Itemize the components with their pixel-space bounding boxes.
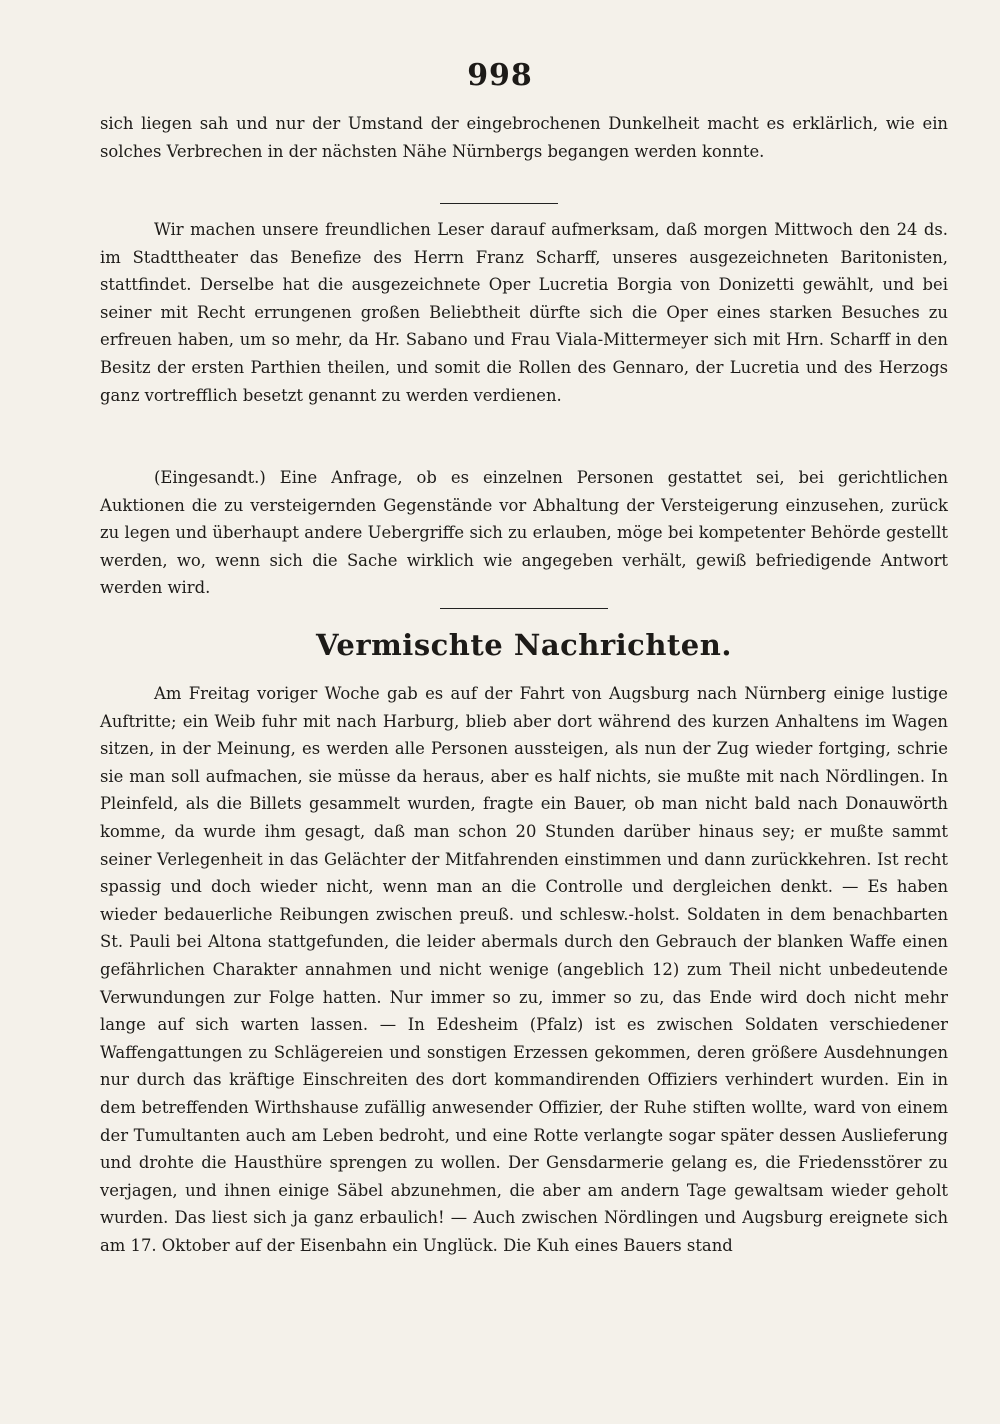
paragraph-theater: Wir machen unsere freundlichen Leser darauf aufmerksam, daß morgen Mittwoch den 24 ds. im Stadttheater das Benefize des Herrn Franz Scharff, unseres ausgezeichneten Baritonisten, stattfindet. Derselbe hat die ausgezeichnete Oper Lucretia Borgia von Donizetti gewählt, und bei seiner mit Recht errungenen großen Beliebtheit dürfte sich die Oper eines starken Besuches zu erfreuen haben, um so mehr, da Hr. Sabano und Frau Viala-Mittermeyer sich mit Hrn. Scharff in den Besitz der ersten Parthien theilen, und somit die Rollen des Gennaro, der Lucretia und des Herzogs ganz vortrefflich besetzt genannt zu werden verdienen. bbox=[100, 220, 948, 405]
theater-notice bbox=[100, 216, 948, 409]
section-heading-wrap bbox=[100, 628, 948, 662]
page-number: 998 bbox=[467, 58, 533, 93]
separator-rule bbox=[440, 203, 558, 204]
paragraph-eingesandt: (Eingesandt.) Eine Anfrage, ob es einzelnen Personen gestattet sei, bei gerichtlichen Auktionen die zu versteigernden Gegenstände vor Abhaltung der Versteigerung einzusehen, zurück zu legen und überhaupt andere Uebergriffe sich zu erlauben, möge bei kompetenter Behörde gestellt werden, wo, wenn sich die Sache wirklich wie angegeben verhält, gewiß befriedigende Antwort werden wird. bbox=[100, 468, 948, 598]
paragraph-miscellaneous-news: Am Freitag voriger Woche gab es auf der Fahrt von Augsburg nach Nürnberg einige lustige Auftritte; ein Weib fuhr mit nach Harburg, blieb aber dort während des kurzen Anhaltens im Wagen sitzen, in der Meinung, es werden alle Personen aussteigen, als nun der Zug wieder fortging, schrie sie man soll aufmachen, sie müsse da heraus, aber es half nichts, sie mußte mit nach Nördlingen. In Pleinfeld, als die Billets gesammelt wurden, fragte ein Bauer, ob man nicht bald nach Donauwörth komme, da wurde ihm gesagt, daß man schon 20 Stunden darüber hinaus sey; er mußte sammt seiner Verlegenheit in das Gelächter der Mitfahrenden einstimmen und dann zurückkehren. Ist recht spassig und doch wieder nicht, wenn man an die Controlle und dergleichen denkt. — Es haben wieder bedauerliche Reibungen zwischen preuß. und schlesw.-holst. Soldaten in dem benachbarten St. Pauli bei Altona stattgefunden, die leider abermals durch den Gebrauch der blanken Waffe einen gefährlichen Charakter annahmen und nicht wenige (angeblich 12) zum Theil nicht unbedeutende Verwundungen zur Folge hatten. Nur immer so zu, immer so zu, das Ende wird doch nicht mehr lange auf sich warten lassen. — In Edesheim (Pfalz) ist es zwischen Soldaten verschiedener Waffengattungen zu Schlägereien und sonstigen Erzessen gekommen, deren größere Ausdehnungen nur durch das kräftige Einschreiten des dort kommandirenden Offiziers verhindert wurden. Ein in dem betreffenden Wirthshause zufällig anwesender Offizier, der Ruhe stiften wollte, ward von einem der Tumultanten auch am Leben bedroht, und eine Rotte verlangte sogar später dessen Auslieferung und drohte die Hausthüre sprengen zu wollen. Der Gensdarmerie gelang es, die Friedensstörer zu verjagen, und ihnen einige Säbel abzunehmen, die aber am andern Tage gewaltsam wieder geholt wurden. Das liest sich ja ganz erbaulich! — Auch zwischen Nördlingen und Augsburg ereignete sich am 17. Oktober auf der Eisenbahn ein Unglück. Die Kuh eines Bauers stand bbox=[100, 684, 948, 1255]
separator-rule bbox=[440, 608, 608, 609]
section-heading: Vermischte Nachrichten. bbox=[316, 628, 732, 662]
article-continuation bbox=[100, 110, 948, 165]
paragraph-continuation: sich liegen sah und nur der Umstand der eingebrochenen Dunkelheit macht es erklärlich, wie ein solches Verbrechen in der nächsten Nähe Nürnbergs begangen werden konnte. bbox=[100, 114, 948, 161]
submitted-notice bbox=[100, 464, 948, 602]
section-body bbox=[100, 680, 948, 1259]
